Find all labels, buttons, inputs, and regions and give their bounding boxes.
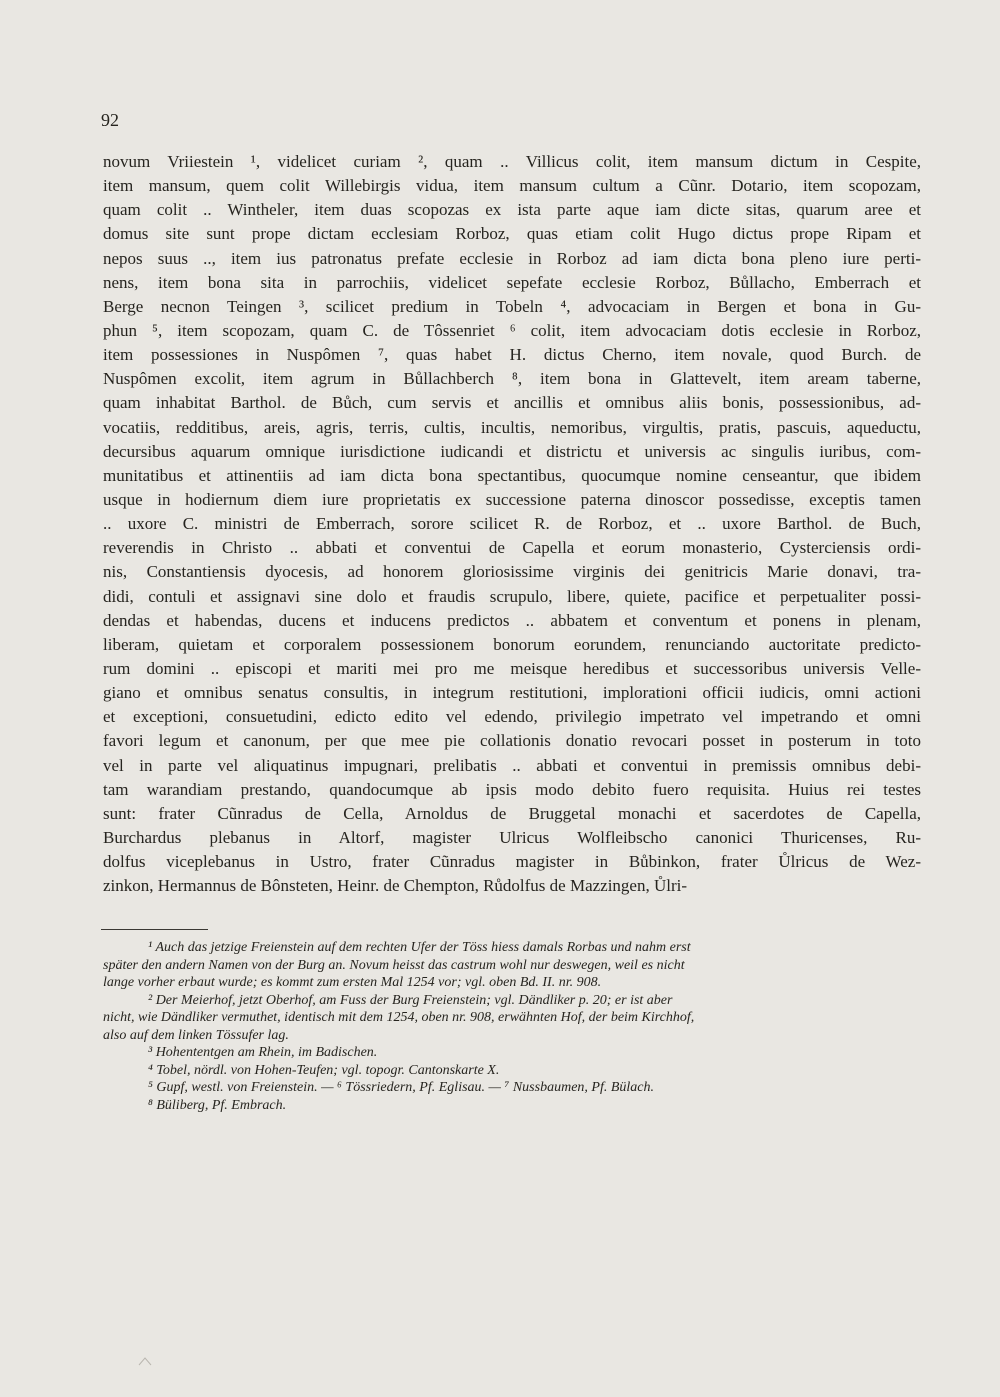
main-text xyxy=(103,150,921,898)
footnote-line: lange vorher erbaut wurde; es kommt zum ersten Mal 1254 vor; vgl. oben Bd. II. nr. 908. xyxy=(103,975,602,990)
text-line: favori legum et canonum, per que mee pie collationis donatio revocari posset in posterum in toto xyxy=(103,731,921,751)
text-line: item mansum, quem colit Willebirgis vidua, item mansum cultum a Cũnr. Dotario, item scopozam, xyxy=(103,176,921,196)
text-line: nis, Constantiensis dyocesis, ad honorem gloriosissime virginis dei genitricis Marie donavi, tra- xyxy=(103,562,921,582)
footnote-line: ⁴ Tobel, nördl. von Hohen-Teufen; vgl. topogr. Cantonskarte X. xyxy=(148,1062,500,1078)
text-line: sunt: frater Cũnradus de Cella, Arnoldus de Bruggetal monachi et sacerdotes de Capella, xyxy=(103,803,921,823)
text-line: vel in parte vel aliquatinus impugnari, prelibatis .. abbati et conventui in premissis omnibus debi- xyxy=(103,755,921,775)
text-line: quam inhabitat Barthol. de Bůch, cum servis et ancillis et omnibus aliis bonis, possessionibus, ad- xyxy=(103,393,921,413)
footnote-line: ⁸ Büliberg, Pf. Embrach. xyxy=(148,1097,287,1113)
text-line: dolfus viceplebanus in Ustro, frater Cũnradus magister in Bůbinkon, frater Ůlricus de Wez- xyxy=(103,852,921,872)
text-line: zinkon, Hermannus de Bônsteten, Heinr. de Chempton, Růdolfus de Mazzingen, Ůlri- xyxy=(103,876,688,896)
text-line: didi, contuli et assignavi sine dolo et fraudis scrupulo, libere, quiete, pacifice et perpetualiter possi- xyxy=(103,586,921,606)
footnote-line: später den andern Namen von der Burg an. Novum heisst das castrum wohl nur deswegen, weil es nicht xyxy=(103,957,685,973)
text-line: dendas et habendas, ducens et inducens predictos .. abbatem et conventum et ponens in plenam, xyxy=(103,610,921,630)
text-line: Berge necnon Teingen ³, scilicet predium in Tobeln ⁴, advocaciam in Bergen et bona in Gu- xyxy=(103,296,921,316)
text-line: nens, item bona sita in parrochiis, videlicet sepefate ecclesie Rorboz, Bůllacho, Emberrach et xyxy=(103,272,921,292)
footnote-line: ² Der Meierhof, jetzt Oberhof, am Fuss der Burg Freienstein; vgl. Dändliker p. 20; er ist aber xyxy=(148,992,673,1008)
text-line: phun ⁵, item scopozam, quam C. de Tôssenriet ⁶ colit, item advocaciam dotis ecclesie in Rorboz, xyxy=(103,320,921,340)
text-line: et exceptioni, consuetudini, edicto edito vel edendo, privilegio impetrato vel impetrando et omni xyxy=(103,707,921,727)
footnote-line: nicht, wie Dändliker vermuthet, identisch mit dem 1254, oben nr. 908, erwähnten Hof, der beim Kirchhof, xyxy=(103,1010,695,1025)
text-line: reverendis in Christo .. abbati et conventui de Capella et eorum monasterio, Cysterciensis ordi- xyxy=(103,538,921,558)
footnote-separator xyxy=(101,929,208,930)
footnote-line: ³ Hohententgen am Rhein, im Badischen. xyxy=(148,1045,378,1060)
footnote-line: also auf dem linken Tössufer lag. xyxy=(103,1027,289,1043)
text-line: nepos suus .., item ius patronatus prefate ecclesie in Rorboz ad iam dicta bona pleno iure perti- xyxy=(103,248,921,268)
text-line: rum domini .. episcopi et mariti mei pro me meisque heredibus et successoribus universis Velle- xyxy=(103,658,921,678)
text-line: Nuspômen excolit, item agrum in Bůllachberch ⁸, item bona in Glattevelt, item aream taberne, xyxy=(103,369,921,389)
text-line: decursibus aquarum omnique iurisdictione iudicandi et districtu et universis ac singulis iuribus, com- xyxy=(103,441,921,461)
text-line: .. uxore C. ministri de Emberrach, sorore scilicet R. de Rorboz, et .. uxore Barthol. de Buch, xyxy=(103,514,921,534)
text-line: tam warandiam prestando, quandocumque ab ipsis modo debito fuero requisita. Huius rei testes xyxy=(103,779,921,799)
footnotes xyxy=(103,939,921,1114)
paper-mark-icon xyxy=(138,1356,152,1366)
text-line: item possessiones in Nuspômen ⁷, quas habet H. dictus Cherno, item novale, quod Burch. de xyxy=(103,345,921,365)
text-line: munitatibus et attinentiis ad iam dicta bona spectantibus, quocumque nomine censeantur, que ibidem xyxy=(103,465,921,485)
text-line: novum Vriiestein ¹, videlicet curiam ², quam .. Villicus colit, item mansum dictum in Cespite, xyxy=(103,152,921,171)
text-line: vocatiis, redditibus, areis, agris, terris, cultis, incultis, nemoribus, virgultis, pratis, pascuis, aqueductu, xyxy=(103,417,921,437)
text-line: giano et omnibus senatus consultis, in integrum restitutioni, implorationi officii iudicis, omni actioni xyxy=(103,683,921,703)
text-line: Burchardus plebanus in Altorf, magister Ulricus Wolfleibscho canonici Thuricenses, Ru- xyxy=(103,827,921,847)
footnote-line: ⁵ Gupf, westl. von Freienstein. — ⁶ Tössriedern, Pf. Eglisau. — ⁷ Nussbaumen, Pf. Bülach. xyxy=(148,1080,655,1095)
page-number: 92 xyxy=(101,110,119,130)
text-line: domus site sunt prope dictam ecclesiam Rorboz, quas etiam colit Hugo dictus prope Ripam et xyxy=(103,224,921,244)
footnote-line: ¹ Auch das jetzige Freienstein auf dem rechten Ufer der Töss hiess damals Rorbas und nahm erst xyxy=(148,940,691,955)
text-line: usque in hodiernum diem iure proprietatis ex successione paterna dinoscor possedisse, exceptis tamen xyxy=(103,489,921,509)
text-line: liberam, quietam et corporalem possessionem bonorum eorundem, renunciando auctoritate predicto- xyxy=(103,634,921,654)
text-line: quam colit .. Wintheler, item duas scopozas ex ista parte aque iam dicte sitas, quarum aree et xyxy=(103,200,921,220)
